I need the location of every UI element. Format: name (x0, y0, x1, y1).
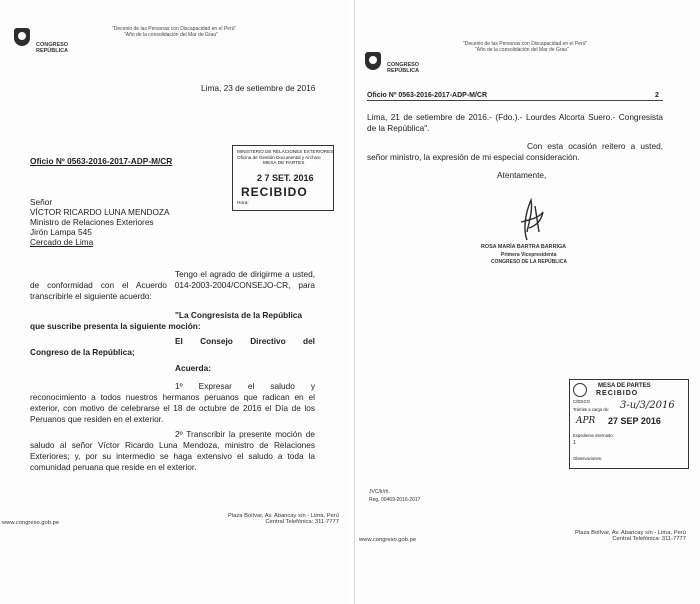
logo-text-line2: REPÚBLICA (36, 48, 69, 54)
stamp-internado: Expediente internado: (573, 433, 614, 438)
footer-phone: Central Telefónica: 311-7777 (265, 519, 339, 525)
logo-text-line1: CONGRESO (387, 62, 420, 68)
stamp-codigo: CÓDIGO (573, 399, 590, 404)
quote-line-1: "La Congresista de la República (175, 310, 303, 320)
page-number: 2 (655, 92, 659, 99)
closing-paragraph: Con esta ocasión reitero a usted, señor ministro, la expresión de mi especial consideración. (367, 141, 663, 162)
footer-website: www.congreso.gob.pe (359, 537, 417, 543)
footer-address (575, 530, 686, 542)
intro-paragraph: Tengo el agrado de dirigirme a usted, de conformidad con el Acuerdo 014-2003-2004/CONSEJO-CR, para transcribirle el siguiente acuerdo: (30, 269, 315, 301)
acuerda-heading: Acuerda: (175, 363, 211, 373)
stamp-tramite: Trámite a cargo de: (573, 407, 610, 412)
letter-date: Lima, 23 de setiembre de 2016 (201, 83, 316, 93)
footer-address (228, 513, 339, 525)
coat-of-arms-icon (14, 28, 30, 46)
stamp-line-1: MINISTERIO DE RELACIONES EXTERIORES (237, 149, 334, 154)
header-rule (367, 100, 663, 101)
recipient-name: VÍCTOR RICARDO LUNA MENDOZA (30, 207, 170, 217)
stamp-emblem-icon (573, 383, 587, 397)
quote-line-2: que suscribe presenta la siguiente moción: (30, 321, 201, 331)
stamp-number: 1 (573, 440, 576, 446)
stamp-observaciones: Observaciones: (573, 456, 603, 461)
motto-line-1: "Decenio de las Personas con Discapacidad en el Perú" (112, 26, 237, 32)
recipient-address-1: Jirón Lampa 545 (30, 227, 92, 237)
stamp-line-2: Oficina de Gestión Documental y Archivo (237, 155, 321, 160)
footer-address-line-1: Plaza Bolívar, Av. Abancay s/n - Lima, Perú (228, 513, 339, 519)
atentamente: Atentamente, (497, 170, 547, 180)
registry-number: Reg. 00469-2016-2017 (369, 497, 421, 503)
signer-title-2: CONGRESO DE LA REPÚBLICA (491, 259, 567, 265)
logo-text-line1: CONGRESO (36, 42, 69, 48)
stamp-recibido: RECIBIDO (241, 185, 308, 199)
point-2-paragraph: 2º Transcribir la presente moción de saludo al señor Víctor Ricardo Luna Mendoza, ministro de Relaciones Exteriores; y, por su intermedio se haga extensivo el saludo a toda la comunidad peruana que reside en el exterior. (30, 429, 315, 472)
stamp-date: 27 SEP 2016 (608, 416, 661, 426)
stamp-title-2: RECIBIDO (596, 390, 639, 397)
letter-reference: Oficio Nº 0563-2016-2017-ADP-M/CR (30, 156, 173, 166)
initials: JVC/lr/rh. (369, 489, 390, 495)
signer-name: ROSA MARÍA BARTRA BARRIGA (481, 244, 567, 250)
consejo-line-2: Congreso de la República; (30, 347, 135, 357)
stamp-title-1: MESA DE PARTES (598, 383, 651, 389)
stamp-handwritten-prefix: APR (576, 416, 596, 426)
signer-title-1: Primera Vicepresidenta (501, 252, 557, 258)
received-stamp (232, 145, 334, 211)
footer-website: www.congreso.gob.pe (2, 520, 60, 526)
consejo-line-1: El Consejo Directivo del (175, 336, 315, 346)
footer-address-line-1: Plaza Bolívar, Av. Abancay s/n - Lima, Perú (575, 530, 686, 536)
motto-line-2: "Año de la consolidación del Mar de Grau" (475, 47, 569, 53)
stamp-hora: Hora: (237, 201, 249, 206)
logo-text-line2: REPÚBLICA (387, 68, 420, 74)
motto-line-2: "Año de la consolidación del Mar de Grau" (124, 32, 218, 38)
point-1-paragraph: 1º Expresar el saludo y reconocimiento a todos nuestros hermanos peruanos que radican en el exterior, con motivo de celebrarse el 18 de octubre de 2016 el Día de los Peruanos que residen en el exterior. (30, 381, 315, 424)
recipient-salutation: Señor (30, 197, 53, 207)
recipient-title: Ministro de Relaciones Exteriores (30, 217, 154, 227)
footer-phone: Central Telefónica: 311-7777 (612, 536, 686, 542)
coat-of-arms-icon (365, 52, 381, 70)
stamp-line-3: MESA DE PARTES (263, 161, 305, 166)
page-2-reference: Oficio Nº 0563-2016-2017-ADP-M/CR (367, 92, 488, 99)
recipient-address-2: Cercado de Lima (30, 237, 94, 247)
stamp-handwritten-date: 3-u/3/2016 (620, 400, 675, 411)
recipient-block (30, 197, 170, 247)
stamp-date: 2 7 SET. 2016 (257, 173, 314, 183)
letter-page-2 (354, 0, 700, 604)
fdo-paragraph: Lima, 21 de setiembre de 2016.- (Fdo.).- Lourdes Alcorta Suero.- Congresista de la República". (367, 112, 663, 133)
handwritten-signature (505, 192, 555, 244)
motto-line-1: "Decenio de las Personas con Discapacidad en el Perú" (463, 41, 588, 47)
mesa-de-partes-stamp (569, 379, 689, 469)
